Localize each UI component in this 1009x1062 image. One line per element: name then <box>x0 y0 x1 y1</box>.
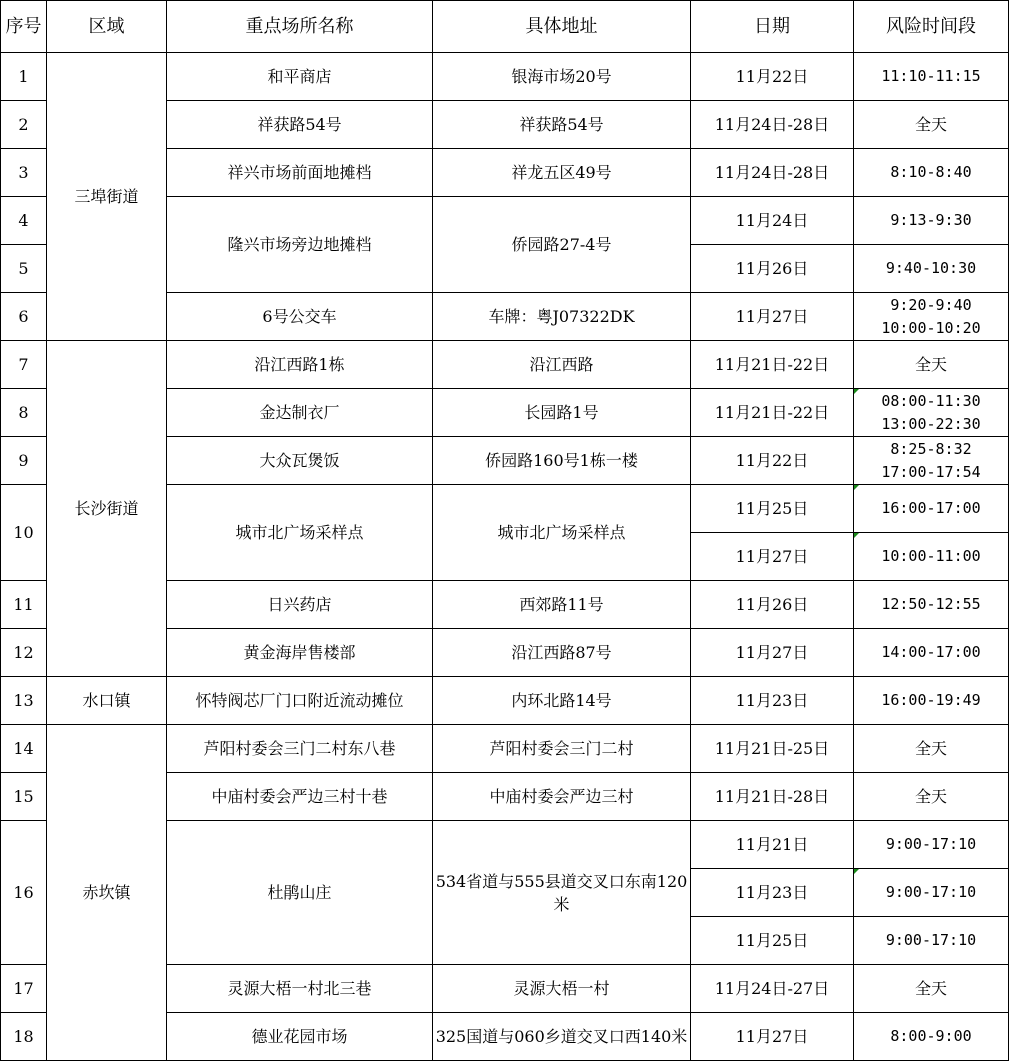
place-cell: 和平商店 <box>167 53 433 101</box>
date-cell: 11月21日-28日 <box>691 773 854 821</box>
place-cell: 黄金海岸售楼部 <box>167 629 433 677</box>
seq-cell: 18 <box>1 1013 47 1061</box>
date-cell: 11月24日-28日 <box>691 149 854 197</box>
place-cell: 中庙村委会严边三村十巷 <box>167 773 433 821</box>
date-cell: 11月25日 <box>691 485 854 533</box>
address-cell: 祥龙五区49号 <box>433 149 691 197</box>
header-seq: 序号 <box>1 1 47 53</box>
date-cell: 11月21日-22日 <box>691 389 854 437</box>
time-cell: 12:50-12:55 <box>854 581 1009 629</box>
area-cell: 长沙街道 <box>47 341 167 677</box>
header-risk-period: 风险时间段 <box>854 1 1009 53</box>
time-cell: 16:00-19:49 <box>854 677 1009 725</box>
header-place: 重点场所名称 <box>167 1 433 53</box>
seq-cell: 3 <box>1 149 47 197</box>
address-cell: 长园路1号 <box>433 389 691 437</box>
seq-cell: 2 <box>1 101 47 149</box>
address-cell: 西郊路11号 <box>433 581 691 629</box>
header-area: 区域 <box>47 1 167 53</box>
date-cell: 11月24日-28日 <box>691 101 854 149</box>
time-cell: 8:00-9:00 <box>854 1013 1009 1061</box>
date-cell: 11月26日 <box>691 245 854 293</box>
seq-cell: 4 <box>1 197 47 245</box>
time-cell: 8:25-8:32 17:00-17:54 <box>854 437 1009 485</box>
place-cell: 灵源大梧一村北三巷 <box>167 965 433 1013</box>
seq-cell: 11 <box>1 581 47 629</box>
address-cell: 中庙村委会严边三村 <box>433 773 691 821</box>
address-cell: 534省道与555县道交叉口东南120米 <box>433 821 691 965</box>
header-row <box>1 1 1009 53</box>
address-cell: 内环北路14号 <box>433 677 691 725</box>
address-cell: 沿江西路87号 <box>433 629 691 677</box>
seq-cell: 7 <box>1 341 47 389</box>
time-cell: 9:00-17:10 <box>854 917 1009 965</box>
date-cell: 11月21日 <box>691 821 854 869</box>
seq-cell: 12 <box>1 629 47 677</box>
seq-cell: 10 <box>1 485 47 581</box>
date-cell: 11月22日 <box>691 437 854 485</box>
seq-cell: 9 <box>1 437 47 485</box>
date-cell: 11月21日-22日 <box>691 341 854 389</box>
date-cell: 11月21日-25日 <box>691 725 854 773</box>
place-cell: 隆兴市场旁边地摊档 <box>167 197 433 293</box>
place-cell: 6号公交车 <box>167 293 433 341</box>
place-cell: 怀特阀芯厂门口附近流动摊位 <box>167 677 433 725</box>
place-cell: 德业花园市场 <box>167 1013 433 1061</box>
place-cell: 大众瓦煲饭 <box>167 437 433 485</box>
time-cell: 08:00-11:30 13:00-22:30 <box>854 389 1009 437</box>
time-cell: 10:00-11:00 <box>854 533 1009 581</box>
address-cell: 325国道与060乡道交叉口西140米 <box>433 1013 691 1061</box>
address-cell: 侨园路27-4号 <box>433 197 691 293</box>
date-cell: 11月24日-27日 <box>691 965 854 1013</box>
place-cell: 杜鹃山庄 <box>167 821 433 965</box>
date-cell: 11月27日 <box>691 293 854 341</box>
seq-cell: 5 <box>1 245 47 293</box>
time-cell: 全天 <box>854 773 1009 821</box>
date-cell: 11月22日 <box>691 53 854 101</box>
seq-cell: 8 <box>1 389 47 437</box>
place-cell: 祥获路54号 <box>167 101 433 149</box>
header-date: 日期 <box>691 1 854 53</box>
place-cell: 沿江西路1栋 <box>167 341 433 389</box>
table-row <box>1 677 1009 725</box>
time-cell: 11:10-11:15 <box>854 53 1009 101</box>
address-cell: 沿江西路 <box>433 341 691 389</box>
area-cell: 水口镇 <box>47 677 167 725</box>
date-cell: 11月27日 <box>691 629 854 677</box>
time-cell: 9:20-9:40 10:00-10:20 <box>854 293 1009 341</box>
time-cell: 9:40-10:30 <box>854 245 1009 293</box>
table-row <box>1 725 1009 773</box>
seq-cell: 6 <box>1 293 47 341</box>
seq-cell: 15 <box>1 773 47 821</box>
address-cell: 车牌：粤J07322DK <box>433 293 691 341</box>
date-cell: 11月24日 <box>691 197 854 245</box>
place-cell: 芦阳村委会三门二村东八巷 <box>167 725 433 773</box>
address-cell: 芦阳村委会三门二村 <box>433 725 691 773</box>
area-cell: 赤坎镇 <box>47 725 167 1061</box>
seq-cell: 17 <box>1 965 47 1013</box>
seq-cell: 16 <box>1 821 47 965</box>
table-row <box>1 341 1009 389</box>
address-cell: 银海市场20号 <box>433 53 691 101</box>
place-cell: 日兴药店 <box>167 581 433 629</box>
time-cell: 9:00-17:10 <box>854 821 1009 869</box>
seq-cell: 1 <box>1 53 47 101</box>
seq-cell: 13 <box>1 677 47 725</box>
time-cell: 9:00-17:10 <box>854 869 1009 917</box>
time-cell: 16:00-17:00 <box>854 485 1009 533</box>
time-cell: 8:10-8:40 <box>854 149 1009 197</box>
date-cell: 11月27日 <box>691 1013 854 1061</box>
time-cell: 9:13-9:30 <box>854 197 1009 245</box>
address-cell: 城市北广场采样点 <box>433 485 691 581</box>
place-cell: 祥兴市场前面地摊档 <box>167 149 433 197</box>
table-row <box>1 53 1009 101</box>
address-cell: 祥获路54号 <box>433 101 691 149</box>
time-cell: 全天 <box>854 965 1009 1013</box>
time-cell: 全天 <box>854 341 1009 389</box>
time-cell: 全天 <box>854 101 1009 149</box>
area-cell: 三埠街道 <box>47 53 167 341</box>
date-cell: 11月23日 <box>691 677 854 725</box>
place-cell: 城市北广场采样点 <box>167 485 433 581</box>
time-cell: 14:00-17:00 <box>854 629 1009 677</box>
date-cell: 11月27日 <box>691 533 854 581</box>
date-cell: 11月26日 <box>691 581 854 629</box>
seq-cell: 14 <box>1 725 47 773</box>
address-cell: 侨园路160号1栋一楼 <box>433 437 691 485</box>
time-cell: 全天 <box>854 725 1009 773</box>
address-cell: 灵源大梧一村 <box>433 965 691 1013</box>
header-address: 具体地址 <box>433 1 691 53</box>
date-cell: 11月25日 <box>691 917 854 965</box>
place-cell: 金达制衣厂 <box>167 389 433 437</box>
date-cell: 11月23日 <box>691 869 854 917</box>
